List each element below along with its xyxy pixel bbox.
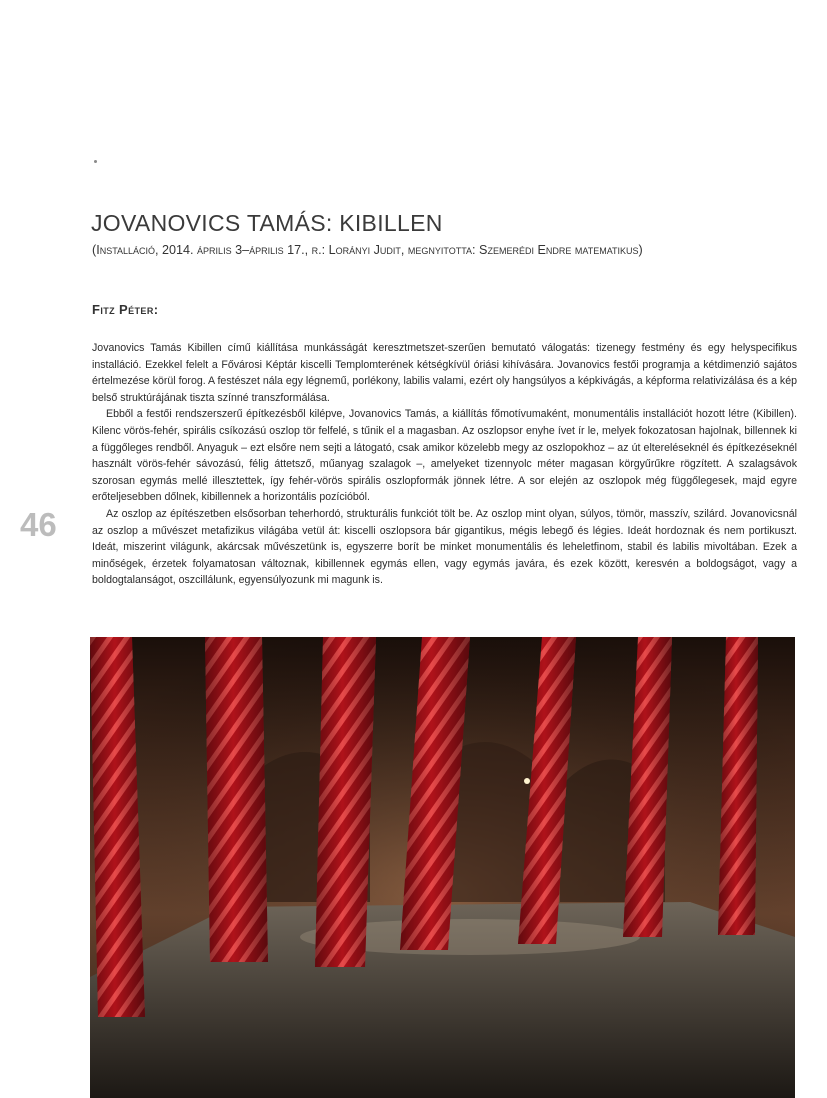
striped-column — [205, 637, 268, 962]
paragraph-2: Ebből a festői rendszerszerű építkezésből kilépve, Jovanovics Tamás, a kiállítás főmotívumaként, monumentális installációt hozott létre (Kibillen). Kilenc vörös-fehér, spirális csíkozású oszlop tör felfelé, s tűnik el a magasban. Az oszlopsor enyhe ívet ír le, melyek fokozatosan hajolnak, billennek ki a függőleges rendből. Anyaguk – ezt elsőre nem sejti a látogató, csak amikor közelebb megy az oszlopokhoz – az út eltereléseknél és építkezéseknél használt vörös-fehér sávozású, félig áttetsző, műanyag szalagok –, amelyeket tizennyolc méter magasan körgyűrűkre rögzített. A szalagsávok szorosan egymás mellé illesztettek, így fehér-vörös spirális oszlopformák jönnek létre. A sor elején az oszlopok még függőlegesek, majd egyre erőteljesebben dőlnek, kibillennek a horizontális pozícióból. — [92, 408, 797, 504]
installation-photo-drawing — [90, 637, 795, 1098]
installation-photo — [90, 637, 795, 1098]
article-subtitle: (Installáció, 2014. április 3–április 17., r.: Lorányi Judit, megnyitotta: Szemerédi Endre matematikus) — [92, 243, 643, 257]
page-number: 46 — [20, 506, 57, 543]
article-body — [92, 340, 797, 589]
paragraph-3: Az oszlop az építészetben elsősorban teherhordó, strukturális funkciót tölt be. Az oszlop mint olyan, súlyos, tömör, masszív, szilárd. Jovanovicsnál az oszlop a művészet metafizikus világába vetül át: kiscelli oszlopsora bár gigantikus, mégis lebegő és légies. Ideát hordoznak és nem portikuszt. Ideát, miszerint világunk, akárcsak művészetünk is, egyszerre borít be minket monumentális és leheletfinom, stabil és labilis mivoltában. Ezek a minőségek, érzetek folyamatosan változnak, kibillennek egymás ellen, vagy egymás javára, és ezek között, keresvén a boldogságot, vagy a boldogtalanságot, oszcillálunk, egyensúlyozunk mi magunk is. — [92, 507, 797, 587]
decorative-dot — [94, 160, 97, 163]
paragraph-1: Jovanovics Tamás Kibillen című kiállítása munkásságát keresztmetszet-szerűen bemutató válogatás: tizenegy festmény és egy helyspecifikus installáció. Ezekkel felelt a Fővárosi Képtár kiscelli Templomterének kétségkívül óriási kihívására. Jovanovics festői programja a kétdimenzió sajátos értelmezése körül forog. A festészet nála egy légnemű, porlékony, labilis valami, ezért oly hangsúlyos a képkivágás, a képforma relativizálása és a kép belső struktúrájának tiszta színné transzformálása. — [92, 342, 797, 404]
article-title: JOVANOVICS TAMÁS: KIBILLEN — [91, 210, 443, 236]
author-name: Fitz Péter: — [92, 302, 159, 317]
